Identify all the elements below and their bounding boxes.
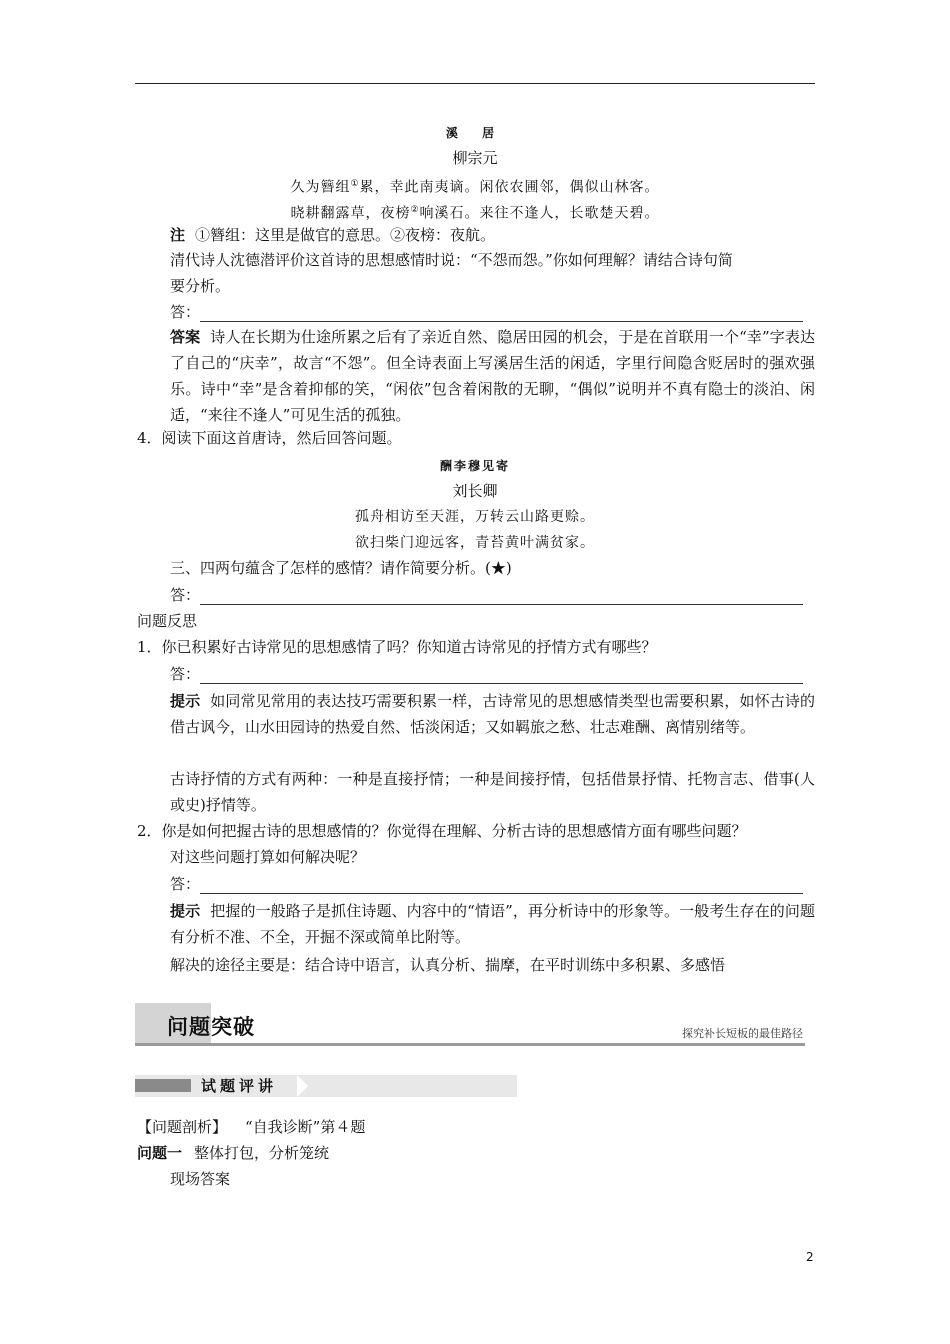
item-text: 你已积累好古诗常见的思想感情了吗？你知道古诗常见的抒情方式有哪些？ — [161, 638, 657, 656]
subsection-title: 试题评讲 — [201, 1077, 278, 1095]
answer-label: 答案 — [170, 328, 201, 346]
section-subtitle: 探究补长短板的最佳路径 — [682, 1027, 803, 1040]
answer-prefix: 答： — [170, 875, 201, 893]
analysis-line — [137, 1117, 365, 1137]
hint-paragraph: 解决的途径主要是：结合诗中语言，认真分析、揣摩，在平时训练中多积累、多感悟 — [170, 956, 726, 974]
section-heading: 问题反思 — [137, 612, 198, 630]
problem-label: 问题一 — [137, 1144, 183, 1162]
section-title: 问题突破 — [167, 1015, 255, 1039]
answer-text: 诗人在长期为仕途所累之后有了亲近自然、隐居田园的机会，于是在首联用一个“幸”字表达了自己的“庆幸”，故言“不怨”。但全诗表面上写溪居生活的闲适，字里行间隐含贬居时的强欢强乐。诗中“幸”是含着抑郁的笑，“闲依”包含着闲散的无聊，“偶似”说明并不真有隐士的淡泊、闲适，“来往不逢人”可见生活的孤独。 — [170, 328, 815, 424]
scene-answer-label: 现场答案 — [170, 1170, 231, 1188]
footnote-marker: ② — [410, 205, 420, 215]
answer-input-line[interactable] — [200, 590, 803, 605]
analysis-reference: “自我诊断”第４题 — [245, 1118, 366, 1136]
verse-text: 累，幸此南夷谪。闲依农圃邻，偶似山林客。 — [359, 179, 660, 196]
poem-title: 酬李穆见寄 — [439, 459, 510, 473]
answer-input-line[interactable] — [200, 669, 803, 684]
poem-line-1 — [135, 174, 815, 198]
section-banner — [135, 1003, 805, 1047]
item-text: 你是如何把握古诗的思想感情的？你觉得在理解、分析古诗的思想感情方面有哪些问题？ — [161, 822, 747, 840]
reflection-item-1 — [137, 637, 657, 657]
question-intro: 阅读下面这首唐诗，然后回答问题。 — [161, 429, 402, 447]
hint-text: 把握的一般路子是抓住诗题、内容中的“情语”，再分析诗中的形象等。一般考生存在的问题有分析不准、不全，开掘不深或简单比附等。 — [170, 902, 815, 946]
answer-blank — [170, 874, 803, 894]
bracket-label: 【问题剖析】 — [137, 1118, 228, 1136]
hint-paragraph — [170, 898, 815, 950]
problem-text: 整体打包，分析笼统 — [194, 1144, 330, 1162]
answer-prefix: 答： — [170, 303, 201, 321]
answer-prefix: 答： — [170, 665, 201, 683]
question-number: 4． — [137, 429, 162, 447]
poem-line-2 — [135, 200, 815, 224]
answer-input-line[interactable] — [200, 879, 803, 894]
poem-title: 溪 居 — [445, 126, 505, 140]
verse-text: 晓耕翻露草，夜榜 — [290, 205, 411, 222]
poem-author: 柳宗元 — [452, 149, 498, 167]
hint-paragraph: 古诗抒情的方式有两种：一种是直接抒情；一种是间接抒情，包括借景抒情、托物言志、借事(人或史)抒情等。 — [170, 770, 815, 814]
chevron-right-icon — [297, 1075, 308, 1097]
answer-paragraph — [170, 324, 815, 428]
reflection-item-2 — [137, 821, 747, 841]
verse-text: 久为簪组 — [290, 179, 351, 196]
item-text: 对这些问题打算如何解决呢？ — [170, 848, 366, 866]
answer-prefix: 答： — [170, 586, 201, 604]
footnote-marker: ① — [350, 179, 360, 189]
answer-blank — [170, 664, 803, 684]
hint-label: 提示 — [170, 902, 201, 920]
item-number: 1． — [137, 638, 162, 656]
poem-line-2: 欲扫柴门迎远客，青苔黄叶满贫家。 — [355, 535, 595, 551]
banner-bar — [135, 1079, 191, 1092]
banner-rule — [135, 1043, 805, 1046]
problem-line — [137, 1143, 329, 1163]
question-text: 三、四两句蕴含了怎样的感情？请作简要分析。(★) — [170, 559, 512, 577]
question-text: 要分析。 — [170, 277, 231, 295]
page-number: 2 — [806, 1250, 814, 1264]
poem-author: 刘长卿 — [452, 482, 498, 500]
item-number: 2． — [137, 822, 162, 840]
answer-blank — [170, 585, 803, 605]
hint-label: 提示 — [170, 692, 201, 710]
question-4 — [137, 428, 402, 448]
verse-text: 响溪石。来往不逢人，长歌楚天碧。 — [419, 205, 660, 222]
answer-blank — [170, 302, 803, 322]
subsection-banner — [135, 1075, 517, 1097]
poem-line-1: 孤舟相访至天涯，万转云山路更赊。 — [355, 509, 595, 525]
poem-note — [170, 225, 495, 245]
hint-text: 如同常见常用的表达技巧需要积累一样，古诗常见的思想感情类型也需要积累，如怀古诗的借古讽今，山水田园诗的热爱自然、恬淡闲适；又如羁旅之愁、壮志难酬、离情别绪等。 — [170, 692, 815, 736]
note-text: ①簪组：这里是做官的意思。②夜榜：夜航。 — [195, 226, 496, 244]
question-text: 清代诗人沈德潜评价这首诗的思想感情时说：“不怨而怨。”你如何理解？请结合诗句简 — [170, 251, 733, 269]
note-label: 注 — [170, 226, 186, 244]
answer-input-line[interactable] — [200, 307, 803, 322]
header-rule — [135, 83, 815, 84]
hint-paragraph — [170, 688, 815, 740]
